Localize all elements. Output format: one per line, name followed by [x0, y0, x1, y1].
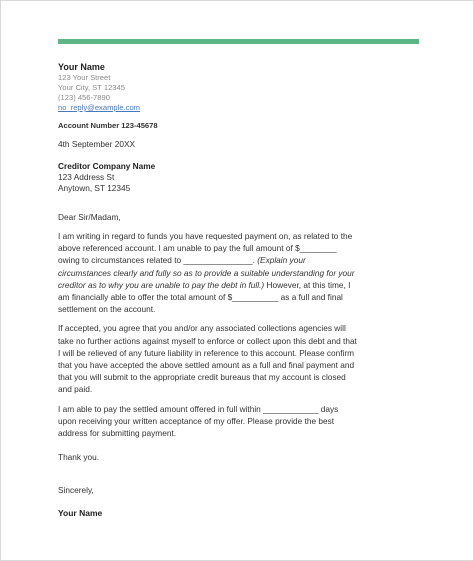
- letter-date: 4th September 20XX: [58, 139, 136, 149]
- sender-street: 123 Your Street: [58, 73, 111, 82]
- account-number: Account Number 123-45678: [58, 121, 158, 130]
- letter-body: [58, 61, 358, 519]
- creditor-block: [58, 160, 358, 194]
- thanks-line: Thank you.: [58, 452, 100, 463]
- sender-phone: (123) 456-7890: [58, 93, 110, 102]
- paragraph-1-part-1: I am writing in regard to funds you have requested payment on, as related to the above referenced account. I am unable to pay the full amount of $________ owing to circumstances related to _______________.: [58, 231, 353, 266]
- sender-name: Your Name: [58, 62, 105, 72]
- paragraph-3: I am able to pay the settled amount offered in full within ____________ days upon receiving your written acceptance of my offer. Please provide the best address for submitting payment.: [58, 403, 339, 439]
- accent-bar: [58, 39, 419, 44]
- paragraph-2: If accepted, you agree that you and/or any associated collections agencies will take no further actions against myself to enforce or collect upon this debt and that I will be relieved of any future liability in reference to this account. Please confirm that you have accepted the above settled amount as a full and final payment and that you will submit to the appropriate credit bureaus that my account is closed and paid.: [58, 323, 357, 395]
- creditor-name: Creditor Company Name: [58, 161, 156, 171]
- signature-name: Your Name: [58, 508, 103, 519]
- sender-city: Your City, ST 12345: [58, 83, 125, 92]
- paragraph-1-part-2: However, at this time, I am financially able to offer the total amount of $__________ as a full and final settlement on the account.: [58, 279, 351, 315]
- creditor-street: 123 Address St: [58, 172, 115, 182]
- sender-email-link[interactable]: no_reply@example.com: [58, 103, 140, 112]
- salutation: Dear Sir/Madam,: [58, 212, 121, 222]
- sender-block: [58, 61, 358, 113]
- closing-line: Sincerely,: [58, 485, 94, 496]
- creditor-city: Anytown, ST 12345: [58, 183, 131, 193]
- paragraph-1: [58, 230, 358, 315]
- paragraph-1-italic: (Explain your circumstances clearly and fully so as to provide a suitable understanding for your creditor as to why you are unable to pay the debt in full.): [58, 255, 355, 290]
